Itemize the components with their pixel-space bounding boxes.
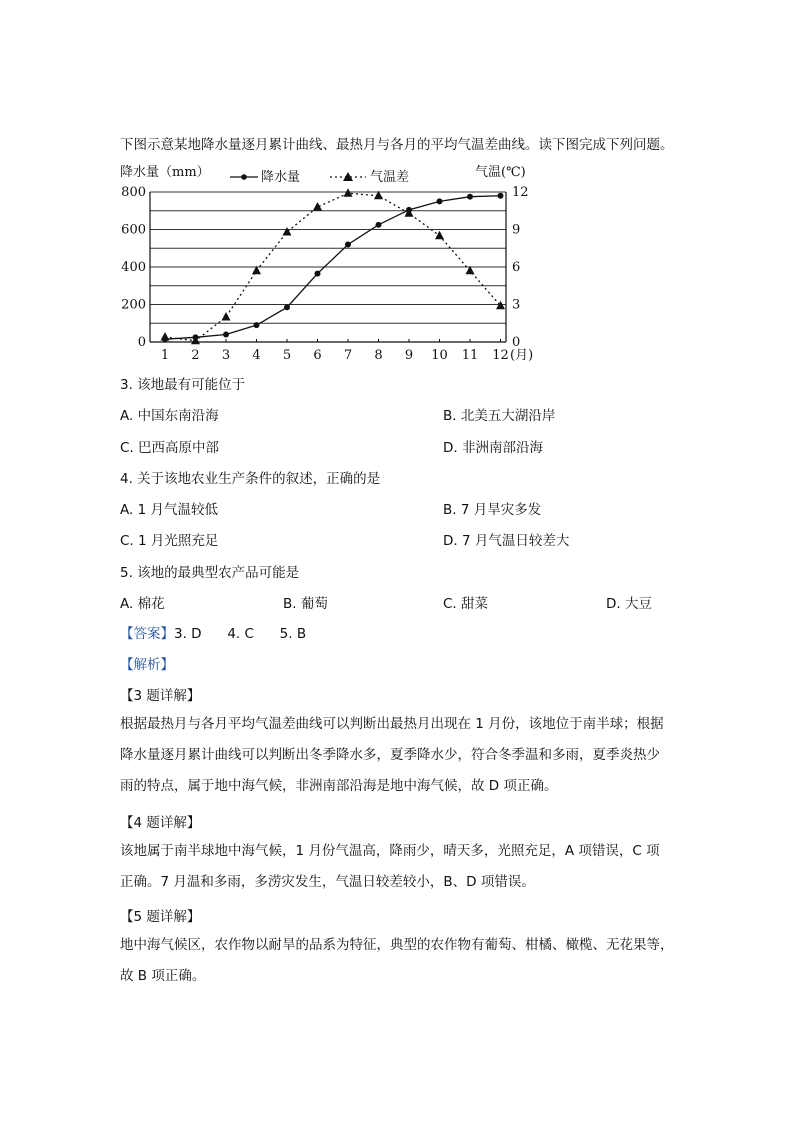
detail-3-line: 雨的特点，属于地中海气候，非洲南部沿海是地中海气候，故 D 项正确。: [120, 778, 558, 794]
detail-5-tag: 【5 题详解】: [120, 909, 201, 925]
climate-chart: [118, 158, 538, 370]
q4-stem: 4. 关于该地农业生产条件的叙述，正确的是: [120, 471, 381, 487]
q3-option-d[interactable]: D. 非洲南部沿海: [443, 440, 543, 456]
detail-3-line: 降水量逐月累计曲线可以判断出冬季降水多，夏季降水少，符合冬季温和多雨，夏季炎热少: [120, 747, 660, 763]
q4-option-b[interactable]: B. 7 月旱灾多发: [443, 502, 542, 518]
x-tick-label: 11: [461, 348, 479, 363]
x-tick-label: 6: [313, 348, 322, 363]
q5-option-a[interactable]: A. 棉花: [120, 596, 165, 612]
precip-point: [345, 242, 351, 248]
detail-5-text: [120, 930, 680, 992]
right-tick-label: 9: [512, 222, 521, 238]
legend-label-tempdiff: 气温差: [370, 170, 410, 185]
tempdiff-point: [435, 231, 444, 240]
x-tick-label: 4: [252, 348, 261, 363]
x-tick-label: 3: [221, 348, 231, 363]
precip-point: [437, 198, 443, 204]
right-axis-title: 气温(℃): [475, 165, 526, 180]
right-tick-label: 3: [512, 297, 521, 313]
x-tick-label: 1: [160, 348, 170, 363]
x-tick-label: 5: [282, 348, 292, 363]
x-tick-label: 12: [492, 348, 509, 363]
detail-3-tag: 【3 题详解】: [120, 688, 201, 704]
analysis-tag: 【解析】: [120, 657, 174, 673]
precip-point: [223, 332, 229, 338]
detail-4-line: 该地属于南半球地中海气候，1 月份气温高，降雨少，晴天多，光照充足，A 项错误，C 项: [120, 843, 660, 859]
x-tick-label: 10: [431, 348, 448, 363]
x-tick-label: 7: [343, 348, 353, 363]
x-unit-label: (月): [510, 348, 534, 363]
left-tick-label: 400: [121, 260, 146, 275]
left-tick-label: 800: [121, 185, 146, 200]
tempdiff-point: [283, 227, 292, 236]
right-tick-label: 12: [512, 185, 529, 200]
q5-option-b[interactable]: B. 葡萄: [283, 596, 328, 612]
intro-text: 下图示意某地降水量逐月累计曲线、最热月与各月的平均气温差曲线。读下图完成下列问题。: [120, 137, 674, 153]
right-tick-label: 0: [512, 335, 521, 350]
answer-line: [120, 622, 306, 642]
x-tick-label: 8: [374, 348, 383, 363]
detail-4-text: [120, 836, 680, 898]
left-axis-title: 降水量（mm）: [120, 165, 210, 180]
detail-5-line: 故 B 项正确。: [120, 968, 206, 984]
answer-tag: 【答案】: [120, 626, 174, 642]
detail-3-line: 根据最热月与各月平均气温差曲线可以判断出最热月出现在 1 月份，该地位于南半球；根据: [120, 716, 664, 732]
right-tick-label: 6: [512, 260, 521, 275]
chart-series: [161, 188, 506, 344]
q3-option-c[interactable]: C. 巴西高原中部: [120, 440, 220, 456]
detail-4-tag: 【4 题详解】: [120, 815, 201, 831]
q5-option-d[interactable]: D. 大豆: [606, 596, 652, 612]
tempdiff-point: [222, 312, 231, 321]
q3-stem: 3. 该地最有可能位于: [120, 377, 246, 393]
chart-labels: [120, 164, 533, 363]
left-tick-label: 0: [137, 335, 146, 350]
precip-point: [315, 271, 321, 277]
tempdiff-point: [161, 332, 170, 341]
precip-point: [284, 304, 290, 310]
precip-point: [467, 194, 473, 200]
legend-label-precip: 降水量: [261, 170, 301, 185]
legend-marker-precip: [241, 174, 247, 180]
detail-4-line: 正确。7 月温和多雨，多涝灾发生，气温日较差较小，B、D 项错误。: [120, 874, 535, 890]
q4-option-d[interactable]: D. 7 月气温日较差大: [443, 533, 570, 549]
left-tick-label: 200: [121, 297, 146, 313]
detail-5-line: 地中海气候区，农作物以耐旱的品系为特征，典型的农作物有葡萄、柑橘、橄榄、无花果等，: [120, 937, 674, 953]
q5-option-c[interactable]: C. 甜菜: [443, 596, 489, 612]
precip-point: [498, 193, 504, 199]
chart-grid: [150, 192, 506, 342]
detail-3-text: [120, 709, 680, 802]
q3-option-b[interactable]: B. 北美五大湖沿岸: [443, 408, 556, 424]
precip-point: [254, 322, 260, 328]
x-tick-label: 2: [191, 348, 200, 363]
q4-option-a[interactable]: A. 1 月气温较低: [120, 502, 218, 518]
x-tick-label: 9: [404, 348, 414, 363]
q3-option-a[interactable]: A. 中国东南沿海: [120, 408, 219, 424]
q5-stem: 5. 该地的最典型农产品可能是: [120, 565, 300, 581]
answer-text: 3. D 4. C 5. B: [174, 626, 307, 642]
q4-option-c[interactable]: C. 1 月光照充足: [120, 533, 219, 549]
precip-point: [376, 222, 382, 228]
left-tick-label: 600: [121, 222, 146, 238]
